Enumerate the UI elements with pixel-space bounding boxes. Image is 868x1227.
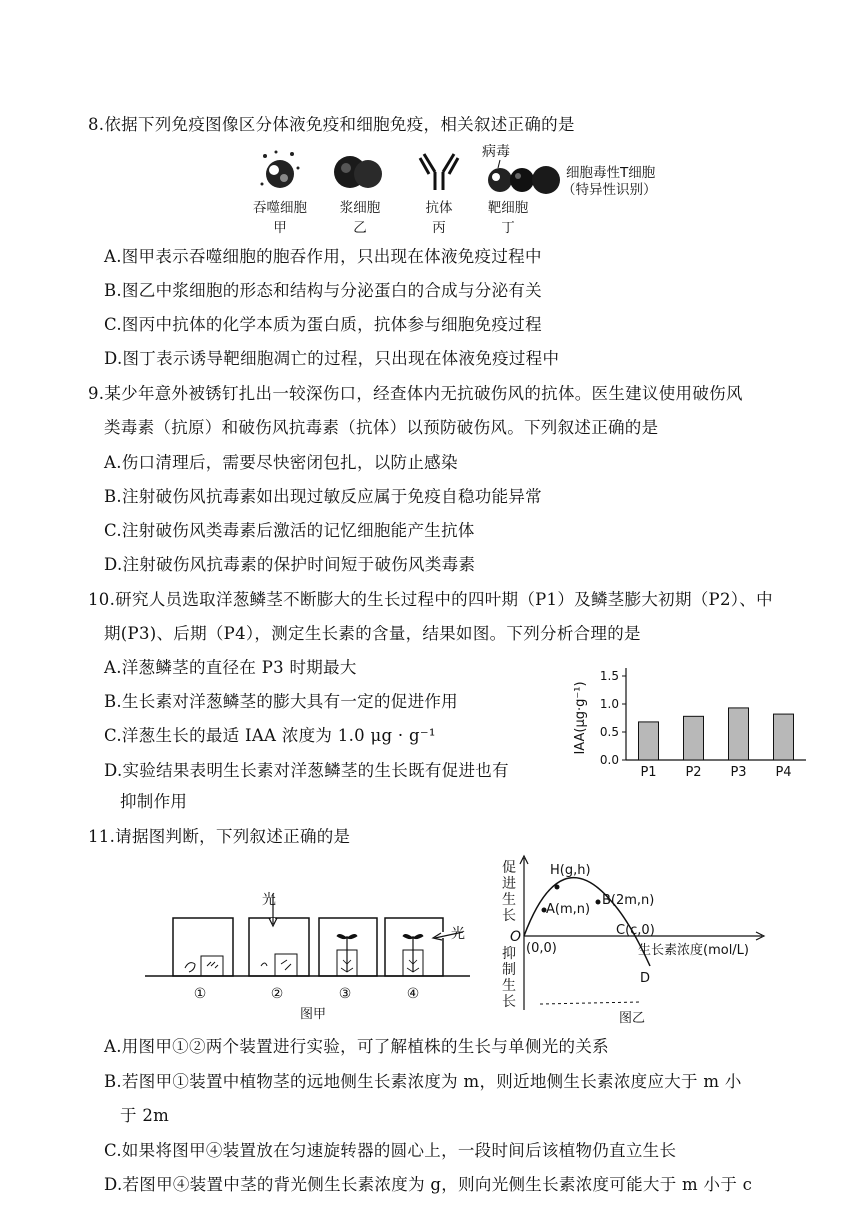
apparatus-2 [249, 894, 309, 976]
y-down-char-4: 长 [502, 994, 516, 1010]
x-tick-label: P4 [775, 765, 792, 780]
q8-option-c: C.图丙中抗体的化学本质为蛋白质，抗体参与细胞免疫过程 [104, 315, 542, 334]
tcell-label-1: 细胞毒性T细胞 [566, 165, 656, 181]
x-tick-label: P1 [640, 765, 657, 780]
q8-stem: 8.依据下列免疫图像区分体液免疫和细胞免疫，相关叙述正确的是 [88, 115, 575, 134]
cell-name-ding: 靶细胞 [487, 200, 529, 216]
target-cell-icon [488, 160, 534, 192]
cytotoxic-t-cell-icon [532, 166, 560, 194]
cell-tag-jia: 甲 [273, 220, 287, 236]
apparatus-number-1: ① [193, 986, 207, 1002]
auxin-response-curve [500, 850, 790, 1026]
q10-option-c: C.洋葱生长的最适 IAA 浓度为 1.0 μg · g⁻¹ [104, 726, 436, 745]
cell-tag-yi: 乙 [353, 220, 367, 236]
y-tick-label: 0.0 [599, 753, 619, 767]
q9-option-c: C.注射破伤风类毒素后激活的记忆细胞能产生抗体 [104, 521, 475, 540]
chart-ylabel: IAA(μg·g⁻¹) [573, 681, 588, 755]
q11-option-b: B.若图甲①装置中植物茎的远地侧生长素浓度为 m，则近地侧生长素浓度应大于 m 小 [104, 1072, 742, 1091]
q9-option-d: D.注射破伤风抗毒素的保护时间短于破伤风类毒素 [104, 555, 476, 574]
label-a: A(m,n) [546, 902, 591, 917]
bar-p1 [639, 722, 659, 760]
phagocyte-icon [261, 151, 300, 189]
cell-tag-ding: 丁 [501, 220, 515, 236]
q9-option-a: A.伤口清理后，需要尽快密闭包扎，以防止感染 [104, 453, 458, 472]
y-down-char-3: 生 [502, 978, 516, 994]
x-tick-label: P3 [730, 765, 747, 780]
y-up-char-2: 进 [502, 876, 516, 892]
apparatus-1 [173, 918, 233, 976]
label-d: D [640, 971, 651, 986]
y-tick-label: 1.0 [599, 697, 619, 711]
virus-label: 病毒 [482, 144, 510, 160]
fig-jia-caption: 图甲 [299, 1007, 327, 1022]
cell-name-jia: 吞噬细胞 [253, 200, 307, 216]
y-up-char-4: 长 [502, 908, 516, 924]
q10-option-d-cont: 抑制作用 [120, 792, 188, 811]
q11-stem: 11.请据图判断，下列叙述正确的是 [88, 827, 351, 846]
q10-option-a: A.洋葱鳞茎的直径在 P3 时期最大 [104, 658, 357, 677]
q8-option-d: D.图丁表示诱导靶细胞凋亡的过程，只出现在体液免疫过程中 [104, 349, 560, 368]
q8-figure [250, 144, 670, 240]
q10-option-b: B.生长素对洋葱鳞茎的膨大具有一定的促进作用 [104, 692, 458, 711]
y-up-char-3: 生 [502, 892, 516, 908]
q9-stem-2: 类毒素（抗原）和破伤风抗毒素（抗体）以预防破伤风。下列叙述正确的是 [104, 418, 659, 437]
q10-option-d: D.实验结果表明生长素对洋葱鳞茎的生长既有促进也有 [104, 761, 509, 780]
phototropism-apparatus-illustration [145, 890, 480, 1022]
apparatus-number-2: ② [270, 986, 284, 1002]
q9-option-b: B.注射破伤风抗毒素如出现过敏反应属于免疫自稳功能异常 [104, 487, 542, 506]
apparatus-number-4: ④ [406, 986, 420, 1002]
y-down-char-2: 制 [502, 962, 516, 978]
y-down-char-1: 抑 [502, 946, 516, 962]
bar-p2 [684, 716, 704, 760]
q11-option-d: D.若图甲④装置中茎的背光侧生长素浓度为 g，则向光侧生长素浓度可能大于 m 小于 c [104, 1175, 753, 1194]
point-h [555, 885, 560, 890]
q10-bar-chart [566, 660, 816, 790]
cell-name-bing: 抗体 [425, 200, 453, 216]
label-h: H(g,h) [550, 863, 591, 878]
point-b [596, 900, 601, 905]
iaa-chart-svg [566, 660, 816, 790]
q8-option-a: A.图甲表示吞噬细胞的胞吞作用，只出现在体液免疫过程中 [104, 247, 542, 266]
fig-yi-caption: 图乙 [618, 1011, 646, 1026]
plasma-cell-icon [334, 156, 382, 188]
bar-p3 [729, 708, 749, 760]
apparatus-number-3: ③ [338, 986, 352, 1002]
x-tick-label: P2 [685, 765, 702, 780]
light-label-side: 光 [451, 926, 465, 942]
q11-option-a: A.用图甲①②两个装置进行实验，可了解植株的生长与单侧光的关系 [104, 1037, 609, 1056]
label-c: C(c,0) [616, 923, 655, 938]
antibody-icon [420, 154, 458, 190]
tcell-label-2: （特异性识别） [562, 182, 657, 198]
q9-stem-1: 9.某少年意外被锈钉扎出一较深伤口，经查体内无抗破伤风的抗体。医生建议使用破伤风 [88, 384, 743, 403]
cell-name-yi: 浆细胞 [339, 200, 381, 216]
q8-option-b: B.图乙中浆细胞的形态和结构与分泌蛋白的合成与分泌有关 [104, 281, 542, 300]
immune-cells-illustration [250, 144, 670, 240]
q11-figure-jia [145, 890, 480, 1022]
origin-label: O [510, 929, 522, 945]
q11-figure-yi [500, 850, 790, 1026]
curve-xlabel: 生长素浓度(mol/L) [638, 943, 749, 958]
label-b: B(2m,n) [602, 893, 655, 908]
bar-p4 [774, 714, 794, 760]
label-origin-coord: (0,0) [526, 941, 557, 956]
y-tick-label: 0.5 [599, 725, 619, 739]
q10-stem-1: 10.研究人员选取洋葱鳞茎不断膨大的生长过程中的四叶期（P1）及鳞茎膨大初期（P2）、中 [88, 590, 773, 609]
q11-option-b-cont: 于 2m [120, 1106, 170, 1125]
y-tick-label: 1.5 [599, 669, 619, 683]
y-up-char-1: 促 [502, 860, 516, 876]
q10-stem-2: 期(P3)、后期（P4），测定生长素的含量，结果如图。下列分析合理的是 [104, 624, 641, 643]
q11-option-c: C.如果将图甲④装置放在匀速旋转器的圆心上，一段时间后该植物仍直立生长 [104, 1141, 677, 1160]
light-label-top: 光 [262, 892, 276, 908]
cell-tag-bing: 丙 [432, 220, 446, 236]
apparatus-3 [319, 918, 377, 976]
